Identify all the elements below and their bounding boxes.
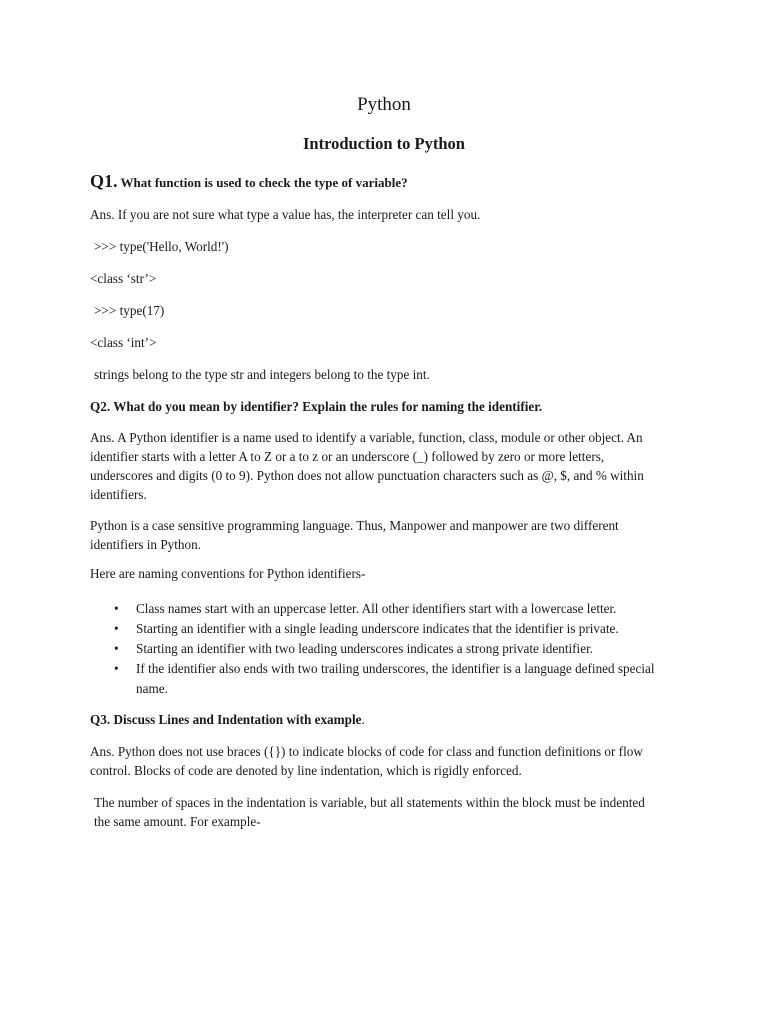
q2-heading: Q2. What do you mean by identifier? Explain the rules for naming the identifier. [90,399,543,414]
q2-answer-paragraph-2: Python is a case sensitive programming language. Thus, Manpower and manpower are two different identifiers in Python. [90,518,619,552]
q1-note: strings belong to the type str and integers belong to the type int. [94,367,430,382]
document-subtitle: Introduction to Python [303,134,465,153]
q1-code-line-1: >>> type('Hello, World!') [94,239,229,254]
naming-conventions-list [90,599,670,699]
list-item-text: Starting an identifier with two leading underscores indicates a strong private identifier. [136,641,594,656]
list-item [90,599,670,619]
bullet-icon: • [114,661,119,676]
bullet-icon: • [114,601,119,616]
q3-question-period: . [361,712,365,727]
q3-heading [90,710,365,730]
q1-number: Q1. [90,171,118,191]
q1-output-line-2: <class ‘int’> [90,335,157,350]
list-item [90,639,670,659]
q1-code-line-2: >>> type(17) [94,303,165,318]
list-item-text: Class names start with an uppercase letter. All other identifiers start with a lowercase letter. [136,601,617,616]
q1-output-line-1: <class ‘str’> [90,271,157,286]
q3-answer-paragraph-1: Ans. Python does not use braces ({}) to indicate blocks of code for class and function definitions or flow control. Blocks of code are denoted by line indentation, which is rigidly enforced. [90,744,643,778]
q3-answer-paragraph-2: The number of spaces in the indentation is variable, but all statements within the block must be indented the same amount. For example- [94,795,645,829]
q1-answer: Ans. If you are not sure what type a value has, the interpreter can tell you. [90,207,481,222]
list-item-text: If the identifier also ends with two trailing underscores, the identifier is a language defined special name. [136,661,655,696]
list-item [90,659,670,699]
list-item [90,619,670,639]
bullet-icon: • [114,621,119,636]
document-title: Python [357,94,411,115]
q1-heading [90,169,408,195]
bullet-icon: • [114,641,119,656]
q1-question: What function is used to check the type of variable? [120,175,408,190]
q2-answer-paragraph-1: Ans. A Python identifier is a name used to identify a variable, function, class, module or other object. An identifier starts with a letter A to Z or a to z or an underscore (_) followed by zero or more letters, underscores and digits (0 to 9). Python does not allow punctuation characters such as @, $, and % within identifiers. [90,430,644,502]
q3-question: Q3. Discuss Lines and Indentation with example [90,712,362,727]
q2-answer-paragraph-3: Here are naming conventions for Python identifiers- [90,566,366,581]
list-item-text: Starting an identifier with a single leading underscore indicates that the identifier is private. [136,621,619,636]
